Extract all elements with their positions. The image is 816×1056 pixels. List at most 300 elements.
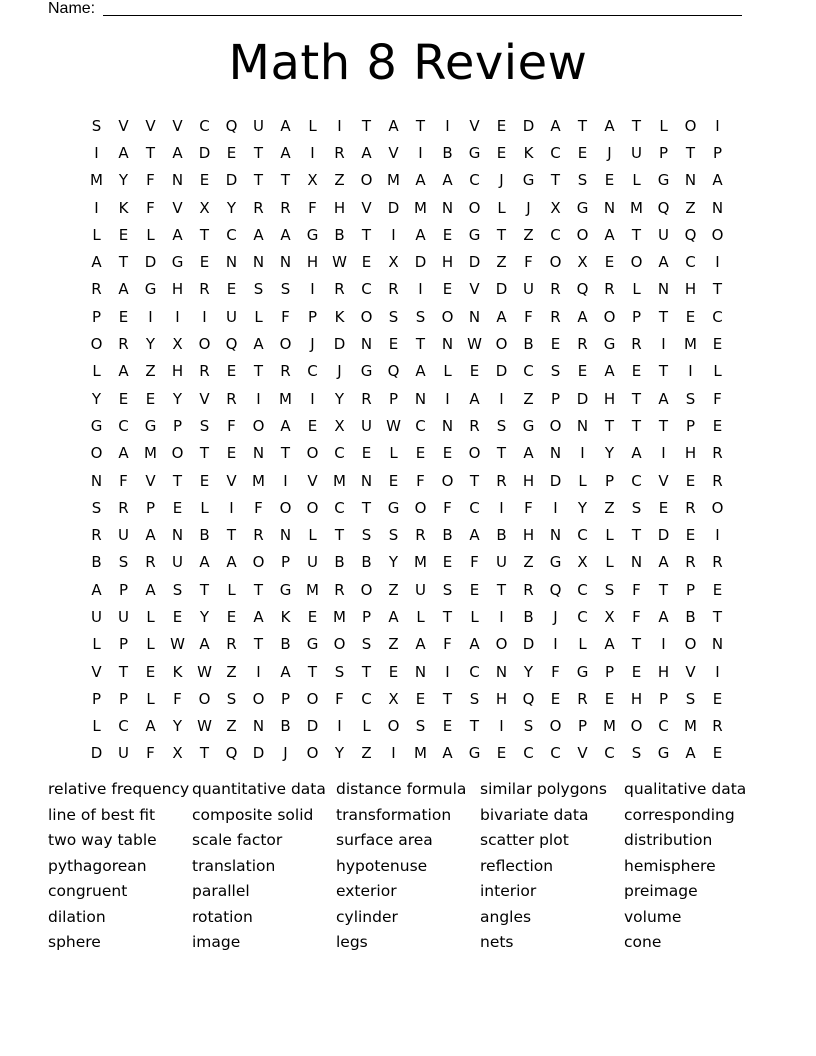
grid-letter: M [333,607,346,626]
grid-letter: D [657,526,670,545]
word-list [48,778,768,957]
grid-letter: G [657,744,670,763]
grid-letter: W [467,335,482,354]
grid-letter: Y [334,389,345,408]
grid-letter: E [118,225,129,244]
grid-letter: R [280,362,291,381]
grid-letter: D [522,635,535,654]
grid-letter: E [685,307,696,326]
grid-letter: S [685,389,696,408]
grid-letter: P [307,307,318,326]
grid-letter: Y [388,553,399,572]
grid-letter: D [252,744,265,763]
grid-letter: Z [145,362,156,381]
word-list-item: line of best fit [48,805,156,824]
grid-letter: P [577,717,588,736]
grid-letter: Q [387,362,400,381]
grid-letter: D [495,280,508,299]
grid-letter: T [658,362,669,381]
grid-letter: P [388,389,399,408]
word-list-item: surface area [336,831,433,849]
grid-row [83,412,731,439]
grid-letter: K [280,607,291,626]
grid-letter: C [118,416,129,435]
grid-letter: I [580,444,585,463]
grid-letter: C [199,116,210,135]
grid-letter: J [337,362,342,381]
grid-letter: O [90,444,103,463]
grid-letter: B [496,526,507,545]
grid-letter: O [495,635,508,654]
grid-letter: F [227,416,236,435]
grid-row [83,139,731,166]
grid-letter: R [334,280,345,299]
grid-letter: R [685,553,696,572]
grid-letter: E [442,225,453,244]
grid-letter: O [684,116,697,135]
grid-letter: X [307,171,318,190]
grid-letter: N [171,171,184,190]
grid-letter: M [333,471,346,490]
grid-letter: M [684,717,697,736]
grid-letter: E [307,416,318,435]
grid-letter: G [468,744,481,763]
grid-letter: P [685,580,696,599]
grid-letter: N [441,335,454,354]
grid-letter: V [388,143,399,162]
grid-letter: O [603,307,616,326]
grid-letter: A [469,526,480,545]
grid-letter: I [283,471,288,490]
grid-letter: O [549,717,562,736]
grid-letter: R [145,553,156,572]
word-list-item: translation [192,856,276,875]
grid-letter: P [604,662,615,681]
grid-letter: F [146,198,155,217]
grid-letter: C [415,416,426,435]
grid-letter: N [279,253,292,272]
grid-letter: S [631,744,642,763]
grid-letter: L [92,362,101,381]
grid-letter: Y [172,717,183,736]
grid-letter: L [200,498,209,517]
grid-letter: F [443,635,452,654]
grid-letter: O [468,444,481,463]
grid-letter: L [470,607,479,626]
grid-letter: Y [199,607,210,626]
grid-letter: O [333,635,346,654]
name-field [48,0,742,18]
grid-letter: J [499,171,504,190]
grid-letter: B [334,553,345,572]
grid-letter: I [229,498,234,517]
grid-letter: D [549,471,562,490]
grid-letter: O [576,225,589,244]
grid-letter: M [414,744,427,763]
grid-letter: Z [523,225,534,244]
grid-letter: T [658,307,669,326]
grid-letter: H [495,689,508,708]
grid-letter: A [658,553,669,572]
grid-letter: V [199,389,210,408]
grid-letter: F [443,498,452,517]
grid-letter: D [90,744,103,763]
grid-row [83,385,731,412]
grid-letter: E [172,607,183,626]
grid-letter: T [496,580,507,599]
grid-letter: G [522,416,535,435]
grid-letter: V [469,116,480,135]
grid-letter: A [604,635,615,654]
grid-letter: S [442,580,453,599]
grid-letter: D [576,389,589,408]
grid-letter: R [118,335,129,354]
grid-letter: Y [118,171,129,190]
grid-letter: L [632,280,641,299]
grid-row [83,248,731,275]
grid-letter: A [145,717,156,736]
grid-letter: Z [334,171,345,190]
grid-letter: N [90,471,103,490]
grid-letter: J [607,143,612,162]
grid-row [83,167,731,194]
grid-letter: M [387,171,400,190]
grid-letter: F [632,580,641,599]
grid-letter: E [226,143,237,162]
grid-letter: F [119,471,128,490]
grid-letter: G [468,225,481,244]
grid-letter: E [388,662,399,681]
grid-letter: U [253,116,264,135]
grid-letter: L [308,116,317,135]
grid-letter: E [226,444,237,463]
word-list-item: quantitative data [192,780,326,798]
word-list-item: cylinder [336,907,398,926]
grid-letter: L [605,526,614,545]
grid-letter: E [712,580,723,599]
word-list-item: hemisphere [624,856,716,875]
word-list-item: preimage [624,882,698,900]
grid-letter: Y [523,662,534,681]
grid-letter: E [604,171,615,190]
grid-letter: U [631,143,642,162]
grid-letter: H [441,253,454,272]
grid-letter: G [657,171,670,190]
grid-letter: R [415,526,426,545]
grid-letter: T [280,444,291,463]
grid-letter: E [685,526,696,545]
grid-letter: E [577,143,588,162]
grid-letter: R [199,362,210,381]
grid-letter: R [496,471,507,490]
grid-letter: U [658,225,669,244]
grid-letter: E [712,689,723,708]
grid-row [83,467,731,494]
grid-letter: A [118,280,129,299]
grid-letter: Q [657,198,670,217]
grid-letter: Z [361,744,372,763]
grid-letter: F [281,307,290,326]
grid-letter: E [361,444,372,463]
grid-letter: C [523,744,534,763]
grid-letter: N [603,198,616,217]
grid-letter: A [415,362,426,381]
grid-letter: H [306,253,319,272]
grid-letter: C [550,143,561,162]
grid-letter: R [334,143,345,162]
grid-letter: B [334,225,345,244]
grid-letter: A [388,607,399,626]
grid-letter: A [280,662,291,681]
grid-letter: A [253,225,264,244]
grid-letter: I [499,389,504,408]
grid-letter: P [712,143,723,162]
grid-letter: A [172,143,183,162]
grid-letter: Y [172,389,183,408]
word-list-item: bivariate data [480,805,589,824]
word-list-item: pythagorean [48,856,147,875]
grid-letter: H [603,389,616,408]
grid-row [83,194,731,221]
grid-letter: T [550,171,561,190]
grid-letter: S [496,416,507,435]
grid-letter: G [603,335,616,354]
grid-letter: E [658,498,669,517]
grid-letter: A [658,389,669,408]
word-list-item: transformation [336,805,452,824]
grid-letter: E [712,744,723,763]
grid-letter: T [658,416,669,435]
grid-row [83,603,731,630]
grid-letter: Z [226,662,237,681]
grid-letter: C [550,744,561,763]
grid-letter: O [306,444,319,463]
grid-letter: M [414,553,427,572]
grid-letter: R [550,307,561,326]
grid-letter: O [711,498,724,517]
grid-letter: T [172,471,183,490]
grid-letter: W [197,662,212,681]
grid-letter: T [415,116,426,135]
grid-letter: R [334,580,345,599]
grid-letter: A [523,444,534,463]
grid-letter: E [550,689,561,708]
grid-letter: V [91,662,102,681]
grid-letter: Z [685,198,696,217]
word-list-item: rotation [192,907,253,926]
grid-letter: A [550,116,561,135]
grid-letter: L [146,635,155,654]
grid-letter: P [118,580,129,599]
grid-letter: D [468,253,481,272]
grid-letter: R [91,280,102,299]
grid-letter: K [118,198,129,217]
grid-letter: X [388,689,399,708]
grid-letter: Q [522,689,535,708]
grid-letter: G [279,580,292,599]
grid-letter: E [712,335,723,354]
grid-letter: V [226,471,237,490]
grid-letter: T [496,444,507,463]
grid-letter: C [577,580,588,599]
grid-letter: I [553,498,558,517]
word-list-item: composite solid [192,805,314,824]
grid-letter: L [92,225,101,244]
grid-letter: U [226,307,237,326]
grid-letter: B [361,553,372,572]
grid-letter: E [469,362,480,381]
grid-letter: L [389,444,398,463]
grid-letter: R [712,444,723,463]
word-list-item: reflection [480,856,554,875]
grid-letter: A [118,444,129,463]
grid-letter: G [171,253,184,272]
grid-letter: P [91,307,102,326]
grid-letter: M [306,580,319,599]
grid-letter: S [415,717,426,736]
word-search-grid [83,112,731,767]
grid-letter: J [310,335,315,354]
grid-letter: I [715,116,720,135]
grid-letter: I [148,307,153,326]
word-list-item: scale factor [192,831,283,849]
grid-letter: L [659,116,668,135]
grid-letter: Y [334,744,345,763]
grid-letter: F [146,171,155,190]
grid-letter: S [172,580,183,599]
grid-letter: V [172,116,183,135]
grid-letter: I [715,253,720,272]
grid-letter: H [171,280,184,299]
grid-letter: O [252,416,265,435]
grid-letter: R [685,498,696,517]
grid-letter: I [661,635,666,654]
grid-letter: X [199,198,210,217]
grid-letter: G [360,362,373,381]
grid-letter: V [172,198,183,217]
grid-letter: Z [604,498,615,517]
grid-row [83,631,731,658]
grid-letter: O [360,171,373,190]
grid-letter: D [225,171,238,190]
grid-row [83,740,731,767]
word-list-item: distribution [624,831,713,849]
grid-letter: F [524,307,533,326]
grid-letter: N [711,635,724,654]
grid-letter: E [199,471,210,490]
grid-letter: I [310,143,315,162]
grid-letter: R [712,471,723,490]
grid-letter: A [415,635,426,654]
grid-letter: A [415,225,426,244]
grid-letter: O [684,635,697,654]
grid-letter: T [415,335,426,354]
grid-letter: D [198,143,211,162]
grid-letter: O [630,253,643,272]
grid-letter: T [685,143,696,162]
grid-letter: M [684,335,697,354]
grid-letter: G [144,416,157,435]
grid-letter: M [144,444,157,463]
grid-letter: T [253,143,264,162]
grid-letter: R [280,198,291,217]
grid-letter: S [469,689,480,708]
grid-letter: S [334,662,345,681]
grid-letter: E [442,717,453,736]
word-list-item: similar polygons [480,780,607,798]
grid-letter: U [415,580,426,599]
grid-letter: L [497,198,506,217]
grid-letter: B [523,607,534,626]
grid-letter: E [577,362,588,381]
grid-letter: E [631,362,642,381]
word-list-item: scatter plot [480,831,569,849]
grid-letter: N [252,253,265,272]
grid-letter: C [469,498,480,517]
grid-letter: C [469,662,480,681]
grid-row [83,303,731,330]
grid-letter: A [280,116,291,135]
grid-letter: N [414,662,427,681]
grid-letter: I [310,280,315,299]
grid-letter: I [661,335,666,354]
grid-letter: A [685,744,696,763]
grid-letter: O [306,689,319,708]
grid-letter: S [523,717,534,736]
grid-letter: E [388,335,399,354]
grid-letter: N [495,662,508,681]
grid-letter: O [414,498,427,517]
grid-letter: Y [226,198,237,217]
grid-letter: Q [576,280,589,299]
grid-letter: E [415,689,426,708]
grid-letter: E [226,607,237,626]
grid-letter: N [252,444,265,463]
grid-letter: O [468,198,481,217]
grid-letter: P [280,553,291,572]
grid-letter: R [253,198,264,217]
grid-letter: F [254,498,263,517]
grid-letter: X [577,553,588,572]
grid-letter: O [306,498,319,517]
grid-letter: S [280,280,291,299]
grid-letter: O [279,498,292,517]
grid-letter: U [307,553,318,572]
name-underline [103,15,742,16]
grid-letter: A [226,553,237,572]
grid-letter: J [283,744,288,763]
grid-letter: T [361,498,372,517]
word-list-item: qualitative data [624,780,747,798]
grid-letter: L [578,635,587,654]
grid-letter: J [526,198,531,217]
word-list-item: parallel [192,882,250,900]
grid-letter: T [469,471,480,490]
grid-letter: A [658,607,669,626]
grid-letter: G [306,635,319,654]
grid-letter: S [604,580,615,599]
grid-letter: T [253,171,264,190]
word-list-item: dilation [48,907,106,926]
grid-row [83,330,731,357]
grid-letter: P [91,689,102,708]
grid-letter: A [442,171,453,190]
grid-letter: I [94,143,99,162]
grid-letter: H [522,526,535,545]
grid-letter: N [171,526,184,545]
grid-letter: H [657,662,670,681]
grid-letter: I [175,307,180,326]
